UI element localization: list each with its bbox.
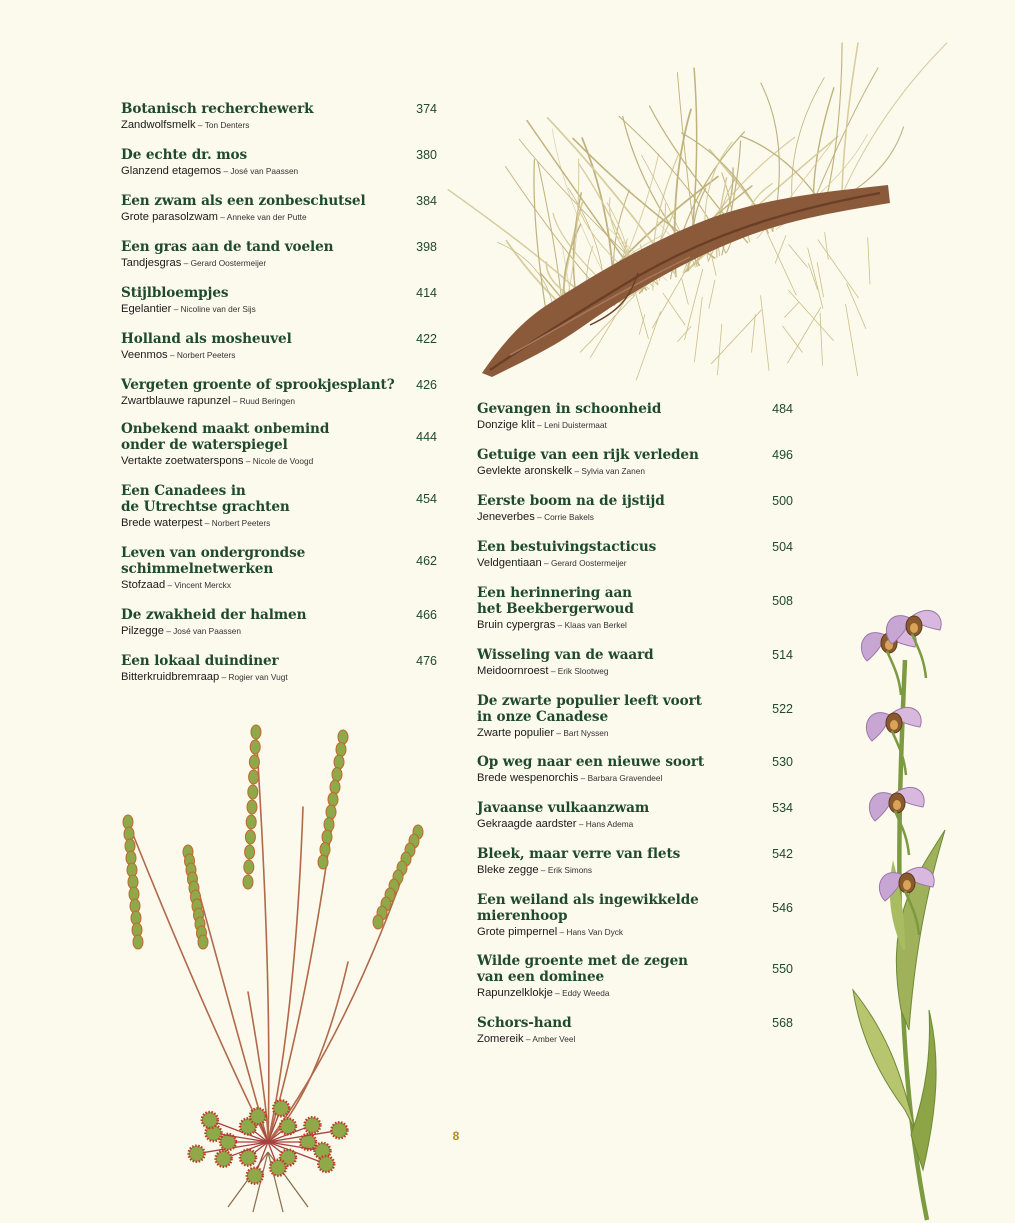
toc-entry xyxy=(121,239,437,270)
toc-entry-subtitle xyxy=(477,510,793,524)
toc-entry-author: Gerard Oostermeijer xyxy=(550,558,627,568)
toc-entry xyxy=(121,101,437,132)
toc-entry-subtitle xyxy=(477,817,793,831)
moss-on-branch-illustration xyxy=(470,35,900,380)
toc-entry-author-prefix: – xyxy=(557,927,567,937)
toc-entry-plant: Grote pimpernel xyxy=(477,926,558,938)
toc-entry-plant: Egelantier xyxy=(121,303,172,315)
toc-entry-subtitle xyxy=(477,1032,793,1046)
toc-entry-author-prefix: – xyxy=(202,518,212,528)
toc-entry-author-prefix: – xyxy=(548,666,558,676)
toc-entry-page-number: 530 xyxy=(772,755,793,769)
toc-entry-author-prefix: – xyxy=(534,420,545,430)
toc-entry-subtitle xyxy=(477,771,793,785)
toc-entry-plant: Zwartblauwe rapunzel xyxy=(121,395,231,407)
toc-entry-page-number: 414 xyxy=(416,286,437,300)
toc-entry-plant: Brede wespenorchis xyxy=(477,772,579,784)
toc-entry-page-number: 384 xyxy=(416,194,437,208)
toc-entry-title: Botanisch recherchewerk xyxy=(121,101,314,117)
toc-entry-page-number: 462 xyxy=(416,554,437,568)
toc-entry-plant: Grote parasolzwam xyxy=(121,211,218,223)
toc-entry xyxy=(121,147,437,178)
toc-entry-author-prefix: – xyxy=(221,166,231,176)
toc-entry xyxy=(477,647,793,678)
toc-entry-plant: Veenmos xyxy=(121,349,168,361)
toc-entry-author-prefix: – xyxy=(554,728,564,738)
toc-entry xyxy=(477,846,793,877)
toc-entry-subtitle xyxy=(121,578,437,592)
toc-entry xyxy=(477,585,793,632)
toc-entry-plant: Tandjesgras xyxy=(121,257,182,269)
toc-entry-author-prefix: – xyxy=(243,456,253,466)
toc-entry xyxy=(121,607,437,638)
toc-entry-author-prefix: – xyxy=(578,773,588,783)
toc-entry-subtitle xyxy=(121,210,437,224)
toc-entry-subtitle xyxy=(121,624,437,638)
toc-entry-title: Stijlbloempjes xyxy=(121,285,229,301)
toc-entry xyxy=(477,800,793,831)
toc-entry-subtitle xyxy=(121,118,437,132)
toc-entry xyxy=(121,285,437,316)
toc-entry-author: José van Paassen xyxy=(173,626,241,636)
toc-entry-title: Javaanse vulkaanzwam xyxy=(477,800,650,816)
toc-entry-plant: Bruin cypergras xyxy=(477,619,556,631)
toc-entry-plant: Gevlekte aronskelk xyxy=(477,465,573,477)
toc-entry-page-number: 484 xyxy=(772,402,793,416)
toc-entry xyxy=(121,653,437,684)
toc-entry-author-prefix: – xyxy=(163,626,174,636)
toc-entry-author: Bart Nyssen xyxy=(563,728,609,738)
toc-entry-title: Een lokaal duindiner xyxy=(121,653,279,669)
toc-entry xyxy=(477,539,793,570)
toc-entry-author-prefix: – xyxy=(576,819,586,829)
toc-entry-plant: Meidoornroest xyxy=(477,665,549,677)
toc-entry-subtitle xyxy=(477,464,793,478)
toc-entry-author-prefix: – xyxy=(541,558,551,568)
toc-entry-author: Anneke van der Putte xyxy=(226,212,307,222)
toc-entry-author: Rogier van Vugt xyxy=(228,672,288,682)
toc-entry-subtitle xyxy=(121,394,437,408)
toc-entry-page-number: 496 xyxy=(772,448,793,462)
toc-entry-page-number: 454 xyxy=(416,492,437,506)
toc-entry-page-number: 500 xyxy=(772,494,793,508)
toc-entry-author: Amber Veel xyxy=(532,1034,576,1044)
toc-entry-author: Ruud Beringen xyxy=(239,396,296,406)
orchid-illustration xyxy=(845,590,955,1222)
toc-entry-author: Klaas van Berkel xyxy=(564,620,627,630)
toc-entry-title: Bleek, maar verre van flets xyxy=(477,846,681,862)
toc-entry xyxy=(121,193,437,224)
toc-entry-author-prefix: – xyxy=(171,304,181,314)
toc-entry-plant: Donzige klit xyxy=(477,419,535,431)
toc-entry-title: Wilde groente met de zegen van een dominee xyxy=(477,953,688,985)
toc-entry-author: José van Paassen xyxy=(230,166,299,176)
toc-entry-page-number: 380 xyxy=(416,148,437,162)
toc-entry-title: Een Canadees in de Utrechtse grachten xyxy=(121,483,290,515)
toc-entry-author: Gerard Oostermeijer xyxy=(190,258,267,268)
toc-entry-author-prefix: – xyxy=(523,1034,533,1044)
toc-entry-title: Een gras aan de tand voelen xyxy=(121,239,334,255)
toc-entry-author-prefix: – xyxy=(165,580,175,590)
toc-entry xyxy=(477,401,793,432)
toc-entry-subtitle xyxy=(121,454,437,468)
toc-entry-page-number: 534 xyxy=(772,801,793,815)
toc-entry-author: Hans Adema xyxy=(585,819,634,829)
toc-entry-author-prefix: – xyxy=(219,672,229,682)
toc-entry-title: Een bestuivingstacticus xyxy=(477,539,657,555)
toc-entry-subtitle xyxy=(477,726,793,740)
toc-entry-author-prefix: – xyxy=(572,466,582,476)
toc-entry-plant: Vertakte zoetwaterspons xyxy=(121,455,244,467)
toc-entry xyxy=(477,693,793,740)
toc-entry-author: Sylvia van Zanen xyxy=(581,466,646,476)
page-number: 8 xyxy=(452,1129,460,1143)
toc-entry-page-number: 568 xyxy=(772,1016,793,1030)
toc-entry-plant: Zomereik xyxy=(477,1033,524,1045)
toc-entry-title: De zwakheid der halmen xyxy=(121,607,307,623)
toc-entry-author-prefix: – xyxy=(195,120,205,130)
toc-entry-page-number: 550 xyxy=(772,962,793,976)
toc-entry-page-number: 374 xyxy=(416,102,437,116)
toc-entry-title: Op weg naar een nieuwe soort xyxy=(477,754,705,770)
toc-entry-subtitle xyxy=(477,664,793,678)
toc-entry xyxy=(121,377,437,408)
toc-entry-author: Barbara Gravendeel xyxy=(587,773,663,783)
toc-entry-subtitle xyxy=(477,986,793,1000)
toc-entry-title: Een zwam als een zonbeschutsel xyxy=(121,193,366,209)
toc-entry-plant: Zwarte populier xyxy=(477,727,555,739)
toc-entry-author-prefix: – xyxy=(181,258,191,268)
toc-entry-page-number: 542 xyxy=(772,847,793,861)
toc-entry-author: Eddy Weeda xyxy=(562,988,610,998)
sundew-illustration xyxy=(118,712,438,1217)
toc-entry-author: Nicoline van der Sijs xyxy=(180,304,256,314)
toc-entry-author-prefix: – xyxy=(230,396,240,406)
toc-entry-page-number: 398 xyxy=(416,240,437,254)
toc-entry-plant: Bleke zegge xyxy=(477,864,539,876)
toc-entry-plant: Glanzend etagemos xyxy=(121,165,222,177)
toc-entry-page-number: 546 xyxy=(772,901,793,915)
toc-entry-subtitle xyxy=(477,863,793,877)
toc-entry-title: Leven van ondergrondse schimmelnetwerken xyxy=(121,545,306,577)
toc-entry-title: Een weiland als ingewikkelde mierenhoop xyxy=(477,892,699,924)
toc-entry-plant: Gekraagde aardster xyxy=(477,818,577,830)
toc-entry-author-prefix: – xyxy=(538,865,548,875)
toc-entry-author-prefix: – xyxy=(167,350,177,360)
toc-entry-page-number: 476 xyxy=(416,654,437,668)
toc-entry-page-number: 426 xyxy=(416,378,437,392)
toc-entry-author: Hans Van Dyck xyxy=(566,927,624,937)
toc-entry-title: Schors-hand xyxy=(477,1015,572,1031)
toc-entry xyxy=(121,331,437,362)
toc-entry-title: Eerste boom na de ijstijd xyxy=(477,493,665,509)
toc-entry-subtitle xyxy=(477,556,793,570)
toc-entry-page-number: 522 xyxy=(772,702,793,716)
toc-entry xyxy=(477,754,793,785)
toc-entry-title: Onbekend maakt onbemind onder de waterspiegel xyxy=(121,421,330,453)
toc-entry-subtitle xyxy=(477,618,793,632)
toc-entry-page-number: 466 xyxy=(416,608,437,622)
toc-entry-author: Norbert Peeters xyxy=(176,350,236,360)
toc-entry-page-number: 504 xyxy=(772,540,793,554)
toc-entry-subtitle xyxy=(121,302,437,316)
toc-entry-page-number: 514 xyxy=(772,648,793,662)
toc-entry xyxy=(477,493,793,524)
toc-entry-author-prefix: – xyxy=(534,512,545,522)
toc-entry-subtitle xyxy=(477,925,793,939)
toc-entry-page-number: 444 xyxy=(416,430,437,444)
toc-entry-title: De zwarte populier leeft voort in onze Canadese xyxy=(477,693,702,725)
toc-entry-title: Holland als mosheuvel xyxy=(121,331,292,347)
toc-entry xyxy=(477,447,793,478)
toc-entry-title: Wisseling van de waard xyxy=(477,647,654,663)
toc-entry xyxy=(121,421,437,468)
toc-entry-author-prefix: – xyxy=(552,988,563,998)
toc-entry-title: Gevangen in schoonheid xyxy=(477,401,662,417)
toc-entry-plant: Pilzegge xyxy=(121,625,164,637)
toc-entry xyxy=(477,892,793,939)
toc-entry-author: Leni Duistermaat xyxy=(544,420,607,430)
toc-entry-subtitle xyxy=(477,418,793,432)
toc-entry-author: Corrie Bakels xyxy=(544,512,594,522)
toc-entry xyxy=(477,953,793,1000)
toc-entry-subtitle xyxy=(121,670,437,684)
toc-entry-author: Erik Slootweg xyxy=(557,666,609,676)
toc-entry-plant: Jeneverbes xyxy=(477,511,535,523)
toc-entry-author: Vincent Merckx xyxy=(174,580,231,590)
toc-entry-author-prefix: – xyxy=(555,620,565,630)
toc-entry-author: Ton Denters xyxy=(204,120,250,130)
toc-entry-subtitle xyxy=(121,256,437,270)
toc-entry xyxy=(121,483,437,530)
toc-entry-plant: Veldgentiaan xyxy=(477,557,542,569)
toc-entry-author: Norbert Peeters xyxy=(211,518,271,528)
toc-entry-author: Erik Simons xyxy=(547,865,593,875)
toc-entry-author-prefix: – xyxy=(218,212,227,222)
toc-entry-author: Nicole de Voogd xyxy=(252,456,314,466)
toc-entry-subtitle xyxy=(121,516,437,530)
toc-entry-title: De echte dr. mos xyxy=(121,147,248,163)
toc-entry-plant: Bitterkruidbremraap xyxy=(121,671,220,683)
toc-entry-plant: Stofzaad xyxy=(121,579,166,591)
toc-entry-page-number: 422 xyxy=(416,332,437,346)
toc-entry xyxy=(121,545,437,592)
toc-entry-subtitle xyxy=(121,164,437,178)
toc-entry-subtitle xyxy=(121,348,437,362)
toc-entry-title: Een herinnering aan het Beekbergerwoud xyxy=(477,585,634,617)
toc-entry-title: Getuige van een rijk verleden xyxy=(477,447,699,463)
toc-entry-page-number: 508 xyxy=(772,594,793,608)
toc-entry xyxy=(477,1015,793,1046)
toc-entry-plant: Zandwolfsmelk xyxy=(121,119,196,131)
toc-entry-title: Vergeten groente of sprookjesplant? xyxy=(121,377,395,393)
toc-entry-plant: Brede waterpest xyxy=(121,517,203,529)
toc-entry-plant: Rapunzelklokje xyxy=(477,987,553,999)
